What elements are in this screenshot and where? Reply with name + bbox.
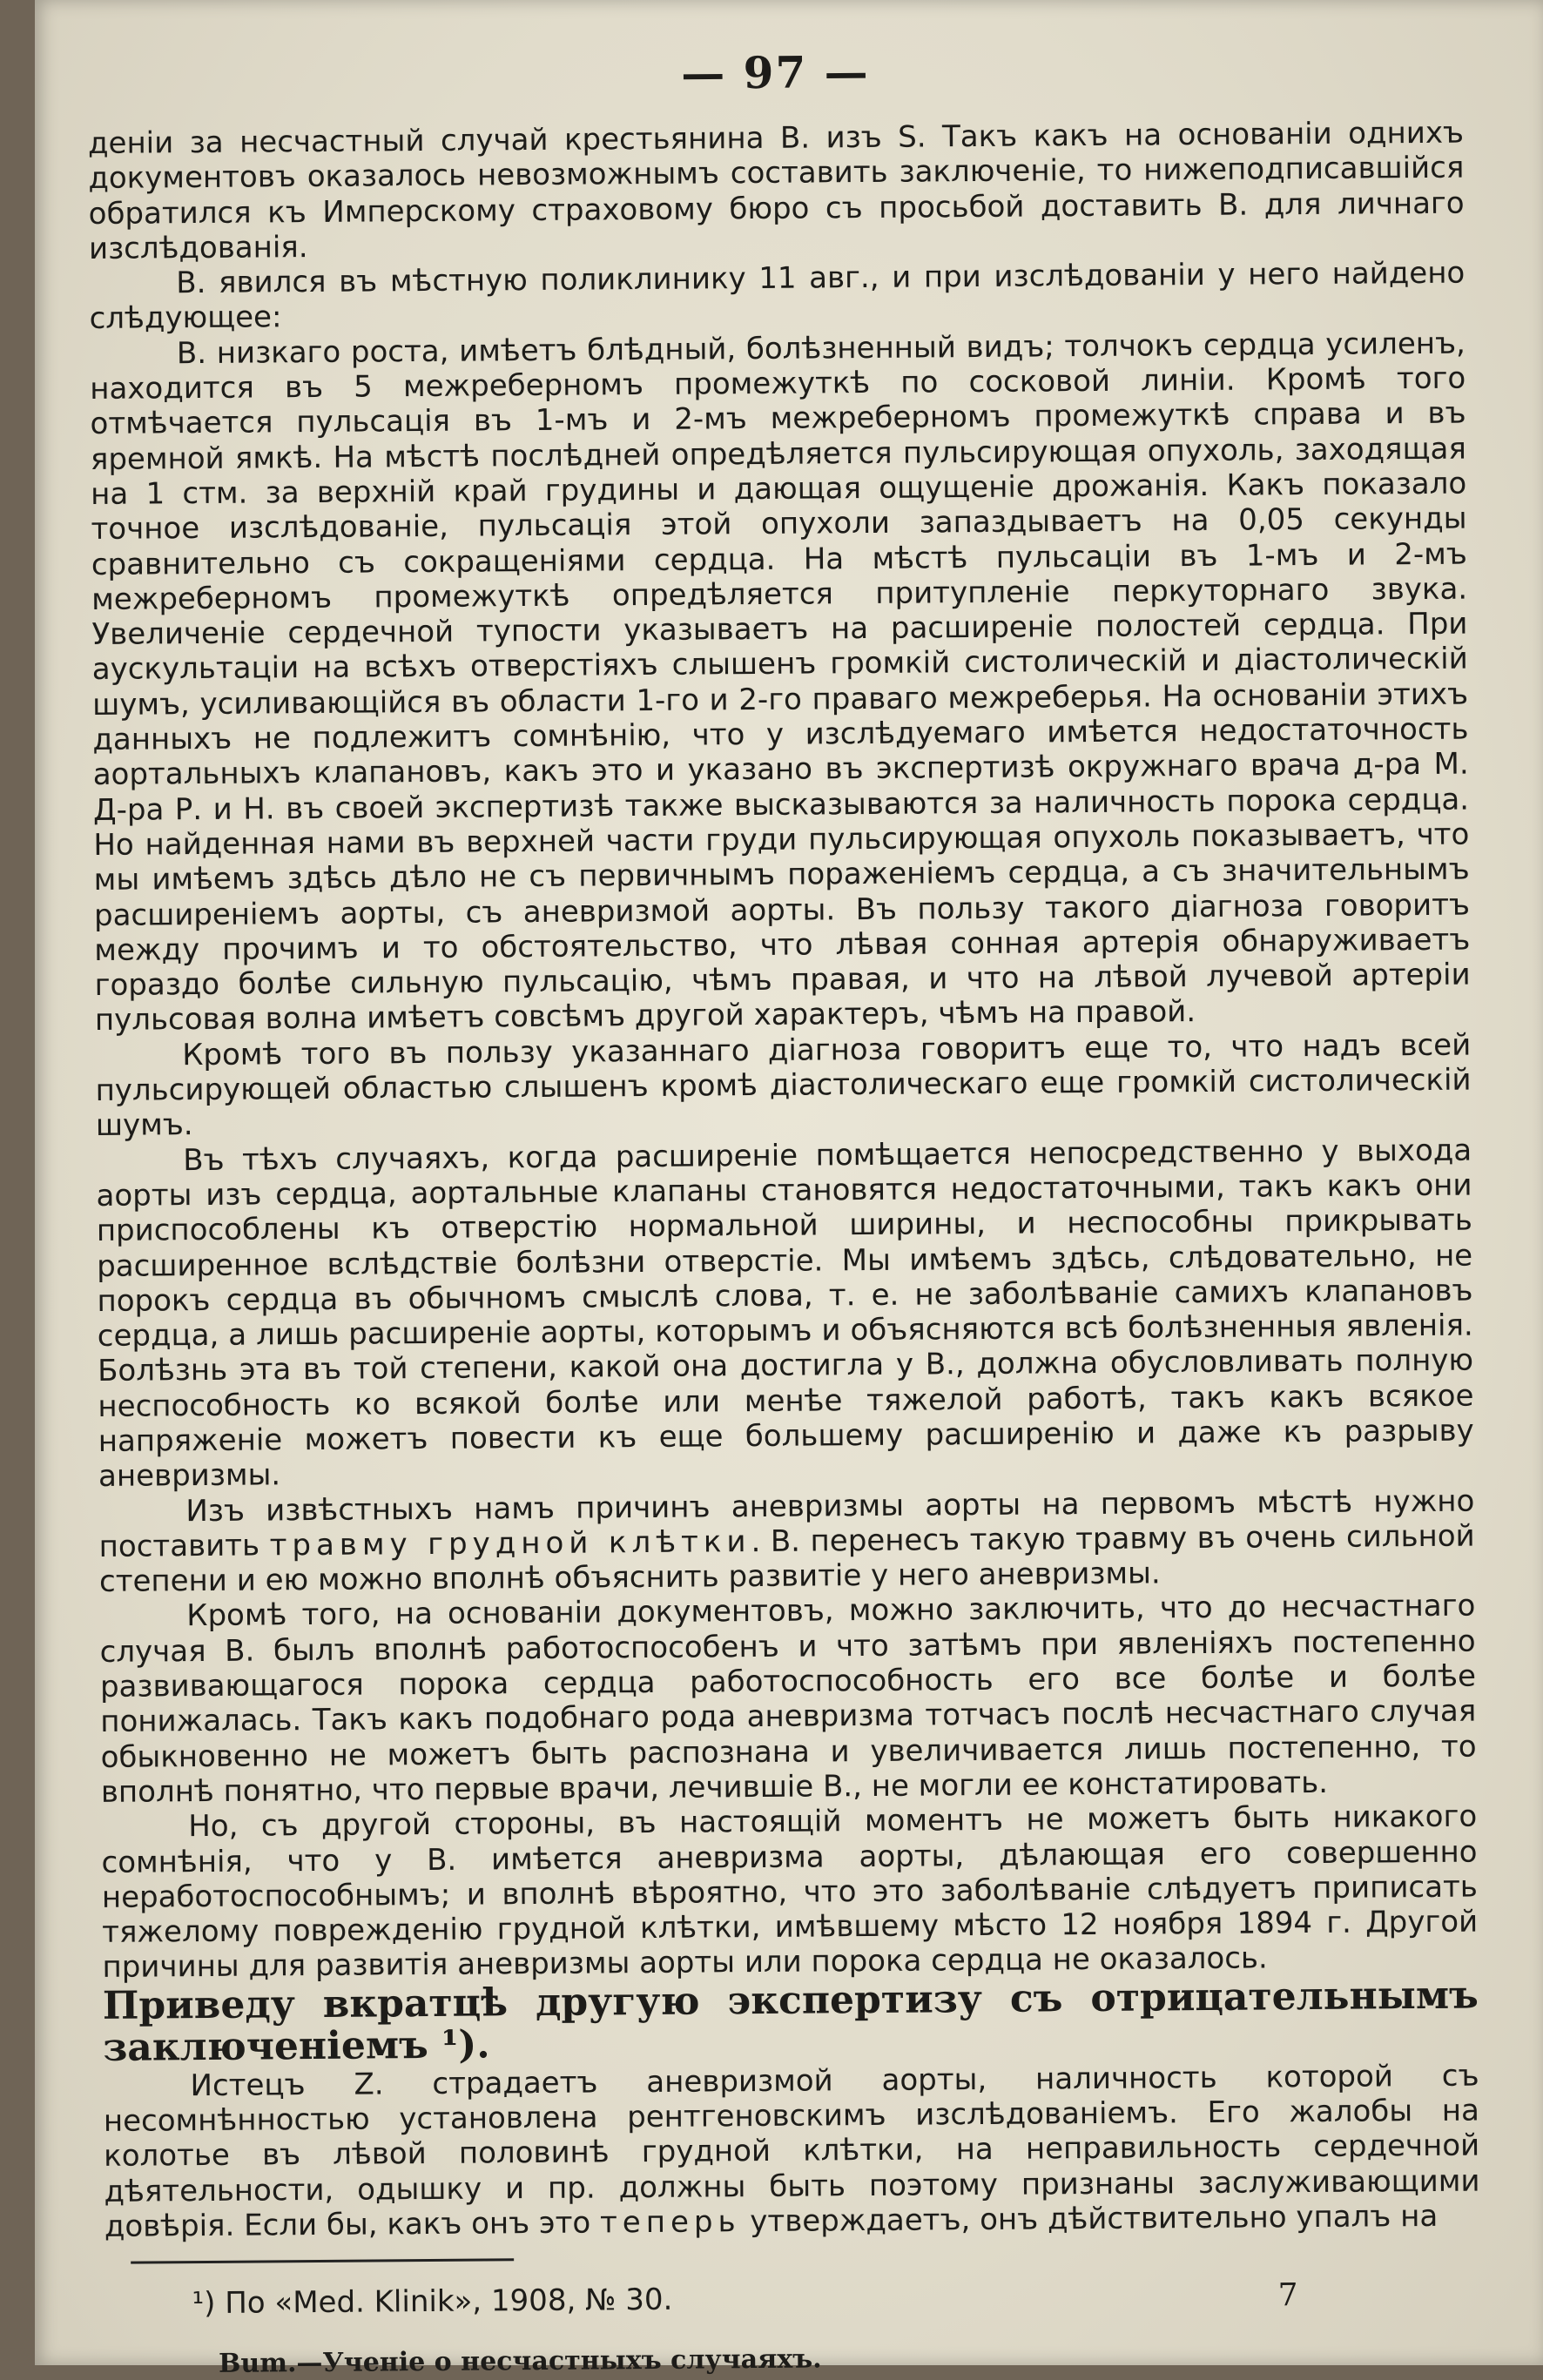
paragraph-7: Кромѣ того, на основаніи документовъ, можно заключить, что до несчастнаго случая В. былъ вполнѣ работоспособенъ и что затѣмъ при явленіяхъ постепенно развивающагося порока сердца работоспособность его все болѣе и болѣе понижалась. Такъ какъ подобнаго рода аневризма тотчасъ послѣ несчастнаго случая обыкновенно не можетъ быть распознана и увеличивается лишь постепенно, то вполнѣ понятно, что первые врачи, лечившіе В., не могли ее констатировать. — [99, 1589, 1477, 1810]
footnote-row — [104, 2276, 1480, 2332]
paragraph-1: деніи за несчастный случай крестьянина В. изъ S. Такъ какъ на основаніи однихъ документовъ оказалось невозможнымъ составить заключеніе, то нижеподписавшійся обратился къ Имперскому страховому бюро съ просьбой доставить В. для личнаго изслѣдованія. — [87, 115, 1465, 266]
paragraph-3: В. низкаго роста, имѣетъ блѣдный, болѣзненный видъ; толчокъ сердца усиленъ, находится въ 5 межреберномъ промежуткѣ по сосковой линіи. Кромѣ того отмѣчается пульсація въ 1-мъ и 2-мъ межреберномъ промежуткѣ справа и въ яремной ямкѣ. На мѣстѣ послѣдней опредѣляется пульсирующая опухоль, заходящая на 1 стм. за верхній край грудины и дающая ощущеніе дрожанія. Какъ показало точное изслѣдованіе, пульсація этой опухоли запаздываетъ на 0,05 секунды сравнительно съ сокращеніями сердца. На мѣстѣ пульсаціи въ 1-мъ и 2-мъ межреберномъ промежуткѣ опредѣляется притупленіе перкуторнаго звука. Увеличеніе сердечной тупости указываетъ на расширеніе полостей сердца. При аускультаціи на всѣхъ отверстіяхъ слышенъ громкій систолическій и діастолическій шумъ, усиливающійся въ области 1-го и 2-го праваго межреберья. На основаніи этихъ данныхъ не подлежитъ сомнѣнію, что у изслѣдуемаго имѣется недостаточность аортальныхъ клапановъ, какъ это и указано въ экспертизѣ окружнаго врача д-ра М. Д-ра Р. и Н. въ своей экспертизѣ также высказываются за наличность порока сердца. Но найденная нами въ верхней части груди пульсирующая опухоль показываетъ, что мы имѣемъ здѣсь дѣло не съ первичнымъ пораженіемъ сердца, а съ значительнымъ расширеніемъ аорты, съ аневризмой аорты. Въ пользу такого діагноза говоритъ между прочимъ и то обстоятельство, что лѣвая сонная артерія обнаруживаетъ гораздо болѣе сильную пульсацію, чѣмъ правая, и что на лѣвой лучевой артеріи пульсовая волна имѣетъ совсѣмъ другой характеръ, чѣмъ на правой. — [90, 326, 1471, 1039]
paragraph-9-end: утверждаетъ, онъ дѣйствительно упалъ на — [740, 2198, 1439, 2240]
footnote: ¹) По «Med. Klinik», 1908, № 30. — [192, 2283, 673, 2322]
section-heading: Приведу вкратцѣ другую экспертизу съ отрицательнымъ заключеніемъ ¹). — [102, 1973, 1479, 2070]
sheet-marker: 7 — [1277, 2277, 1298, 2314]
footnote-rule — [131, 2258, 514, 2263]
body-text — [88, 116, 1480, 2245]
page-number: — 97 — — [681, 45, 870, 99]
paragraph-6-start: Изъ извѣстныхъ намъ причинъ аневризмы аорты на первомъ мѣстѣ нужно поставить — [98, 1483, 1475, 1564]
paragraph-6 — [98, 1483, 1475, 1599]
paragraph-9-start: Истецъ Z. страдаетъ аневризмой аорты, наличность которой съ несомнѣнностью установлена рентгеновскимъ изслѣдованіемъ. Его жалобы на колотье въ лѣвой половинѣ грудной клѣтки, на неправильность сердечной дѣятельности, одышку и пр. должны быть поэтому признаны заслуживающими довѣрія. Если бы, какъ онъ это — [103, 2058, 1480, 2244]
paragraph-8: Но, съ другой стороны, въ настоящій моментъ не можетъ быть никакого сомнѣнія, что у В. имѣется аневризма аорты, дѣлающая его совершенно неработоспособнымъ; и вполнѣ вѣроятно, что это заболѣваніе слѣдуетъ приписать тяжелому поврежденію грудной клѣтки, имѣвшему мѣсто 12 ноября 1894 г. Другой причины для развитія аневризмы аорты или порока сердца не оказалось. — [101, 1798, 1479, 1986]
paragraph-6-end: . В. перенесъ такую травму въ очень сильной степени и ею можно вполнѣ объяснить развитіе у него аневризмы. — [98, 1518, 1475, 1600]
paragraph-9-emphasis: теперь — [599, 2204, 741, 2241]
paragraph-9 — [103, 2058, 1480, 2244]
paragraph-4: Кромѣ того въ пользу указаннаго діагноза говоритъ еще то, что надъ всей пульсирующей областью слышенъ кромѣ діастолическаго еще громкій систолическій шумъ. — [95, 1027, 1472, 1144]
paragraph-5: Въ тѣхъ случаяхъ, когда расширеніе помѣщается непосредственно у выхода аорты изъ сердца, аортальные клапаны становятся недостаточными, такъ какъ они приспособлены къ отверстію нормальной ширины, и неспособны прикрывать расширенное вслѣдствіе болѣзни отверстіе. Мы имѣемъ здѣсь, слѣдовательно, не порокъ сердца въ обычномъ смыслѣ слова, т. е. не заболѣваніе самихъ клапановъ сердца, а лишь расширеніе аорты, которымъ и объясняются всѣ болѣзненныя явленія. Болѣзнь эта въ той степени, какой она достигла у В., должна обусловливать полную неспособность ко всякой болѣе или менѣе тяжелой работѣ, такъ какъ всякое напряженіе можетъ повести къ еще большему расширенію и даже къ разрыву аневризмы. — [96, 1133, 1474, 1495]
paragraph-6-emphasis: травму грудной клѣтки — [269, 1523, 751, 1563]
running-footer: Вum.—Ученіе о несчастныхъ случаяхъ. — [218, 2343, 822, 2380]
paragraph-2: В. явился въ мѣстную поликлинику 11 авг., и при изслѣдованіи у него найдено слѣдующее: — [89, 255, 1466, 337]
page-content — [87, 16, 1481, 2380]
page-sheet — [35, 0, 1543, 2380]
